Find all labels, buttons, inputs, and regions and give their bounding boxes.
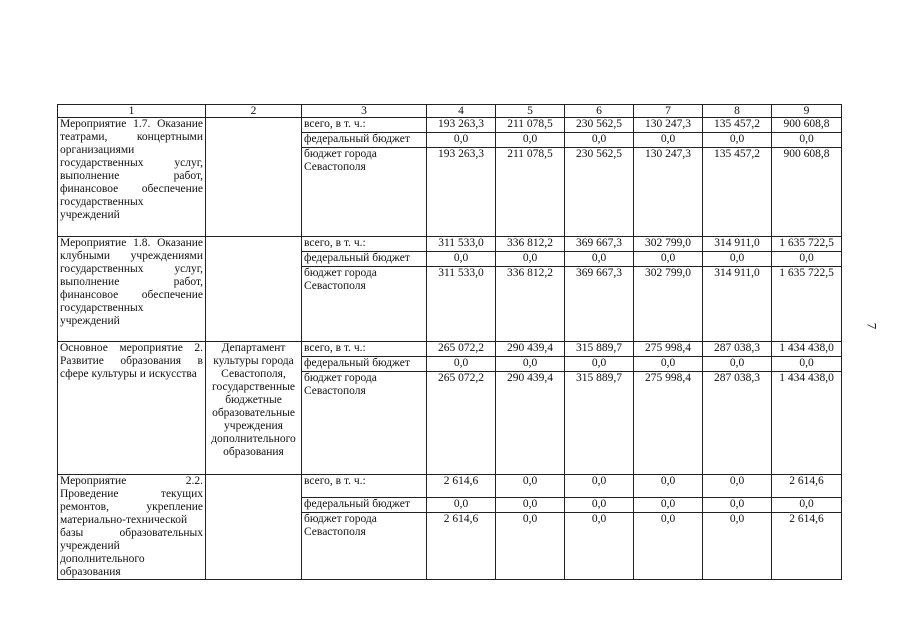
- value-cell: 130 247,3: [634, 118, 703, 133]
- value-cell: 311 533,0: [427, 237, 496, 252]
- header-cell: 2: [206, 105, 302, 118]
- table-row: [58, 237, 842, 252]
- source-cell: бюджет города Севастополя: [302, 267, 427, 342]
- value-cell: 315 889,7: [565, 342, 634, 357]
- value-cell: 0,0: [427, 133, 496, 148]
- value-cell: 0,0: [634, 133, 703, 148]
- value-cell: 0,0: [772, 357, 842, 372]
- header-cell: 5: [496, 105, 565, 118]
- value-cell: 302 799,0: [634, 267, 703, 342]
- value-cell: 0,0: [703, 357, 772, 372]
- source-cell: всего, в т. ч.:: [302, 118, 427, 133]
- value-cell: 0,0: [703, 513, 772, 580]
- value-cell: 290 439,4: [496, 342, 565, 357]
- source-cell: всего, в т. ч.:: [302, 475, 427, 498]
- value-cell: 130 247,3: [634, 148, 703, 237]
- value-cell: 135 457,2: [703, 118, 772, 133]
- value-cell: 0,0: [703, 133, 772, 148]
- value-cell: 0,0: [496, 475, 565, 498]
- value-cell: 0,0: [634, 513, 703, 580]
- page-number: 7: [864, 322, 880, 330]
- header-cell: 3: [302, 105, 427, 118]
- executor-cell: [206, 118, 302, 237]
- measure-cell: Основное мероприятие 2. Развитие образования в сфере культуры и искусства: [58, 342, 206, 475]
- executor-cell: Департамент культуры города Севастополя, государственные бюджетные образовательные учреждения дополнительного образования: [206, 342, 302, 475]
- value-cell: 0,0: [703, 475, 772, 498]
- value-cell: 0,0: [427, 498, 496, 513]
- value-cell: 1 635 722,5: [772, 237, 842, 252]
- budget-table-container: [57, 104, 842, 580]
- value-cell: 0,0: [772, 252, 842, 267]
- value-cell: 302 799,0: [634, 237, 703, 252]
- value-cell: 314 911,0: [703, 267, 772, 342]
- header-cell: 1: [58, 105, 206, 118]
- source-cell: бюджет города Севастополя: [302, 148, 427, 237]
- value-cell: 0,0: [565, 513, 634, 580]
- source-cell: всего, в т. ч.:: [302, 342, 427, 357]
- value-cell: 1 434 438,0: [772, 342, 842, 357]
- header-cell: 6: [565, 105, 634, 118]
- measure-cell: Мероприятие 1.7. Оказание театрами, концертными организациями государственных услуг, выполнение работ, финансовое обеспечение государственных учреждений: [58, 118, 206, 237]
- table-row: [58, 475, 842, 498]
- value-cell: 275 998,4: [634, 342, 703, 357]
- value-cell: 369 667,3: [565, 267, 634, 342]
- value-cell: 211 078,5: [496, 118, 565, 133]
- value-cell: 275 998,4: [634, 372, 703, 475]
- header-row: [58, 105, 842, 118]
- value-cell: 135 457,2: [703, 148, 772, 237]
- value-cell: 0,0: [496, 252, 565, 267]
- value-cell: 193 263,3: [427, 118, 496, 133]
- value-cell: 0,0: [703, 252, 772, 267]
- header-cell: 4: [427, 105, 496, 118]
- value-cell: 2 614,6: [772, 475, 842, 498]
- executor-cell: [206, 237, 302, 342]
- value-cell: 369 667,3: [565, 237, 634, 252]
- value-cell: 0,0: [634, 357, 703, 372]
- value-cell: 0,0: [634, 498, 703, 513]
- measure-cell: Мероприятие 1.8. Оказание клубными учреждениями государственных услуг, выполнение работ, финансовое обеспечение государственных учреждений: [58, 237, 206, 342]
- value-cell: 211 078,5: [496, 148, 565, 237]
- value-cell: 0,0: [565, 357, 634, 372]
- value-cell: 1 434 438,0: [772, 372, 842, 475]
- source-cell: бюджет города Севастополя: [302, 372, 427, 475]
- value-cell: 2 614,6: [772, 513, 842, 580]
- header-cell: 9: [772, 105, 842, 118]
- table-row: [58, 342, 842, 357]
- value-cell: 0,0: [496, 498, 565, 513]
- measure-cell: Мероприятие 2.2. Проведение текущих ремонтов, укрепление материально-технической базы образовательных учреждений дополнительного образования: [58, 475, 206, 580]
- value-cell: 265 072,2: [427, 372, 496, 475]
- value-cell: 315 889,7: [565, 372, 634, 475]
- executor-cell: [206, 475, 302, 580]
- source-cell: бюджет города Севастополя: [302, 513, 427, 580]
- source-cell: федеральный бюджет: [302, 498, 427, 513]
- value-cell: 1 635 722,5: [772, 267, 842, 342]
- value-cell: 314 911,0: [703, 237, 772, 252]
- source-cell: федеральный бюджет: [302, 133, 427, 148]
- value-cell: 311 533,0: [427, 267, 496, 342]
- value-cell: 0,0: [427, 252, 496, 267]
- value-cell: 0,0: [565, 252, 634, 267]
- header-cell: 7: [634, 105, 703, 118]
- value-cell: 0,0: [772, 498, 842, 513]
- value-cell: 0,0: [565, 133, 634, 148]
- value-cell: 900 608,8: [772, 118, 842, 133]
- value-cell: 0,0: [565, 498, 634, 513]
- header-cell: 8: [703, 105, 772, 118]
- value-cell: 336 812,2: [496, 267, 565, 342]
- value-cell: 290 439,4: [496, 372, 565, 475]
- value-cell: 230 562,5: [565, 118, 634, 133]
- value-cell: 336 812,2: [496, 237, 565, 252]
- value-cell: 0,0: [565, 475, 634, 498]
- value-cell: 2 614,6: [427, 475, 496, 498]
- source-cell: федеральный бюджет: [302, 252, 427, 267]
- value-cell: 193 263,3: [427, 148, 496, 237]
- value-cell: 0,0: [496, 513, 565, 580]
- value-cell: 0,0: [427, 357, 496, 372]
- value-cell: 0,0: [634, 252, 703, 267]
- table-row: [58, 118, 842, 133]
- value-cell: 287 038,3: [703, 372, 772, 475]
- value-cell: 2 614,6: [427, 513, 496, 580]
- value-cell: 0,0: [634, 475, 703, 498]
- value-cell: 900 608,8: [772, 148, 842, 237]
- value-cell: 0,0: [496, 133, 565, 148]
- value-cell: 265 072,2: [427, 342, 496, 357]
- value-cell: 0,0: [772, 133, 842, 148]
- budget-table: [57, 104, 842, 580]
- value-cell: 0,0: [496, 357, 565, 372]
- value-cell: 230 562,5: [565, 148, 634, 237]
- value-cell: 0,0: [703, 498, 772, 513]
- source-cell: всего, в т. ч.:: [302, 237, 427, 252]
- value-cell: 287 038,3: [703, 342, 772, 357]
- source-cell: федеральный бюджет: [302, 357, 427, 372]
